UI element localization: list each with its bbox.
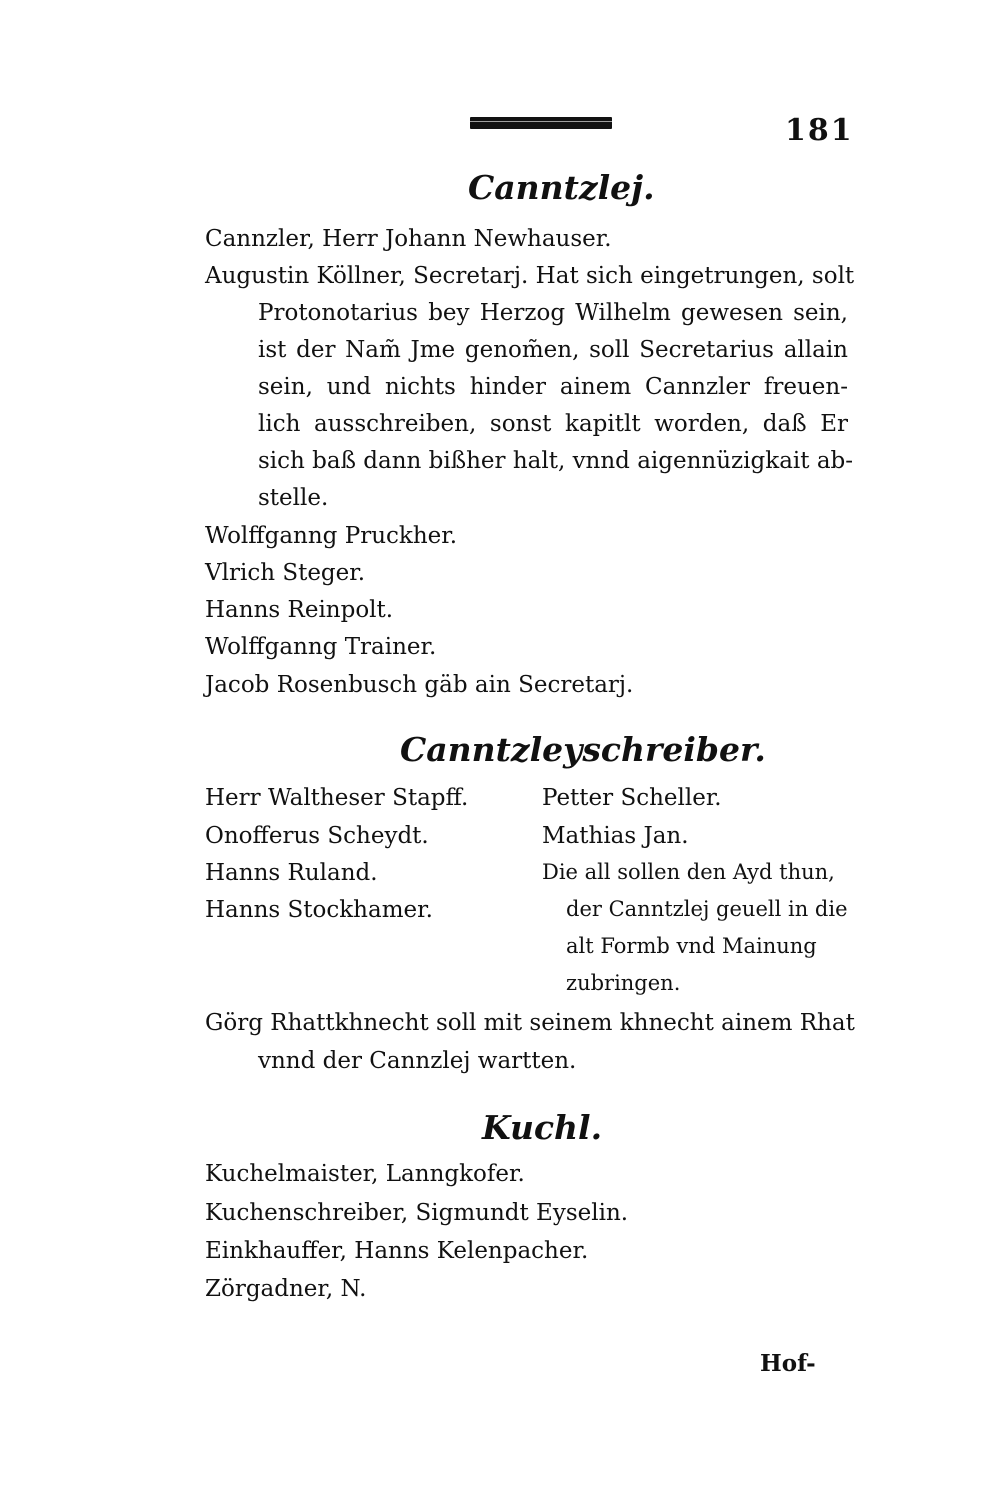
entry-line: Kuchelmaister, Lanngkofer. (205, 1161, 525, 1187)
entry-line: stelle. (258, 485, 329, 511)
entry-line: vnnd der Cannzlej wartten. (258, 1048, 577, 1074)
entry-line: Wolffganng Trainer. (205, 634, 437, 660)
entry-line: Jacob Rosenbusch gäb ain Secretarj. (205, 672, 634, 698)
entry-line: Görg Rhattkhnecht soll mit seinem khnecht ainem Rhat (205, 1010, 855, 1036)
page-number: 181 (785, 113, 854, 148)
entry-line: ist der Nam̃ Jme genom̃en, soll Secretarius allain (258, 337, 848, 363)
left-column-entry: Hanns Ruland. (205, 860, 378, 886)
left-column-entry: Onofferus Scheydt. (205, 823, 429, 849)
entry-line: Vlrich Steger. (205, 560, 366, 586)
entry-line: Kuchenschreiber, Sigmundt Eyselin. (205, 1200, 629, 1226)
entry-line: Wolffganng Pruckher. (205, 523, 458, 549)
right-column-entry: Petter Scheller. (542, 785, 722, 811)
catchword: Hof- (760, 1350, 816, 1377)
section-heading-kuchl: Kuchl. (482, 1108, 603, 1147)
section-heading-canntzleyschreiber: Canntzleyschreiber. (400, 730, 766, 769)
entry-line: sein, und nichts hinder ainem Cannzler freuen- (258, 374, 848, 400)
right-column-entry: Die all sollen den Ayd thun, (542, 860, 835, 884)
section-heading-canntzlej: Canntzlej. (468, 168, 655, 207)
entry-line: Einkhauffer, Hanns Kelenpacher. (205, 1238, 589, 1264)
entry-line: Protonotarius bey Herzog Wilhelm gewesen sein, (258, 300, 848, 326)
left-column-entry: Hanns Stockhamer. (205, 897, 433, 923)
right-column-entry: Mathias Jan. (542, 823, 689, 849)
entry-line: sich baß dann bißher halt, vnnd aigennüzigkait ab- (258, 448, 854, 474)
right-column-entry: zubringen. (566, 971, 681, 995)
entry-line: Hanns Reinpolt. (205, 597, 394, 623)
entry-line: Zörgadner, N. (205, 1276, 367, 1302)
left-column-entry: Herr Waltheser Stapff. (205, 785, 469, 811)
right-column-entry: der Canntzlej geuell in die (566, 897, 848, 921)
right-column-entry: alt Formb vnd Mainung (566, 934, 817, 958)
entry-line: Augustin Köllner, Secretarj. Hat sich eingetrungen, solt (205, 263, 855, 289)
entry-line: lich ausschreiben, sonst kapitlt worden, daß Er (258, 411, 848, 437)
entry-line: Cannzler, Herr Johann Newhauser. (205, 226, 612, 252)
header-rule (470, 117, 612, 129)
